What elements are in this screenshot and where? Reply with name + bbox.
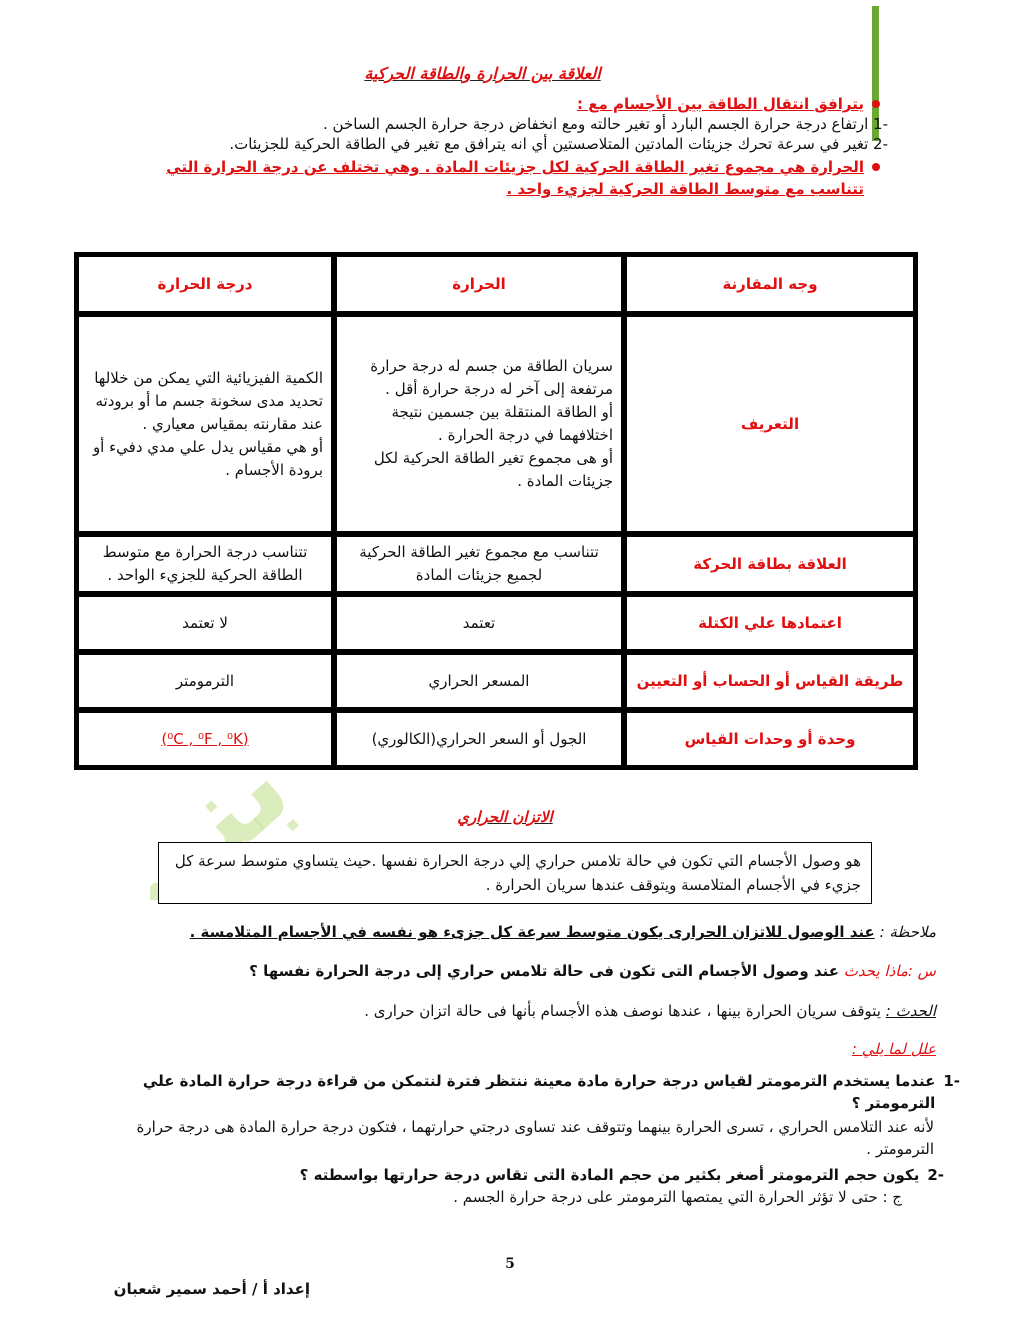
intro-section [120, 95, 888, 200]
temp-cell: تتناسب درجة الحرارة مع متوسط الطاقة الحركية للجزيء الواحد . [78, 536, 332, 592]
heat-definition: الحرارة هي مجموع تغير الطاقة الحركية لكل جزيئات المادة . وهي تختلف عن درجة الحرارة التي تتناسب مع متوسط الطاقة الحركية لجزيء واحد . [166, 158, 864, 198]
temp-cell: الترمومتر [78, 654, 332, 708]
comparison-table [74, 252, 918, 770]
explain-list [100, 1070, 960, 1208]
intro-lead: يترافق انتقال الطاقة بين الأجسام مع : [577, 95, 864, 113]
page-title: العلاقة بين الحرارة والطاقة الحركية [364, 64, 601, 83]
row-label: طريقة القياس أو الحساب أو التعيين [626, 654, 914, 708]
table-row [78, 536, 914, 592]
bullet-icon [872, 163, 880, 171]
intro-item [120, 135, 888, 153]
explain-answer: لأنه عند التلامس الحراري ، تسرى الحرارة بينهما وتتوقف عند تساوى درجتي حرارتهما ، فتكون درجة حرارة المادة هى درجة حرارة الترمومتر . [136, 1118, 934, 1158]
answer [150, 1002, 936, 1020]
equilibrium-title: الاتزان الحراري [457, 808, 553, 826]
row-label: اعتمادها علي الكتلة [626, 596, 914, 650]
row-label: العلاقة بطاقة الحركة [626, 536, 914, 592]
explain-title-text: علل لما يلي : [851, 1040, 936, 1058]
explain-item [100, 1070, 960, 1114]
explain-question: يكون حجم الترمومتر أصغر بكثير من حجم المادة التى تقاس درجة حرارتها بواسطته ؟ [299, 1166, 920, 1184]
table-row [78, 654, 914, 708]
explain-item [100, 1164, 944, 1186]
answer-label: الحدث : [885, 1002, 936, 1020]
explain-item-num: -1 [943, 1072, 960, 1090]
intro-item-num: -1 [873, 115, 888, 133]
temp-cell: (⁰C , ⁰F , ⁰K) [78, 712, 332, 766]
equilibrium-definition-box [158, 842, 872, 904]
equilibrium-definition: هو وصول الأجسام التي تكون في حالة تلامس حراري إلي درجة الحرارة نفسها .حيث يتساوي متوسط سرعة كل جزيء في الأجسام المتلامسة ويتوقف عندها سريان الحرارة . [174, 852, 861, 894]
explain-question: عندما يستخدم الترمومتر لقياس درجة حرارة مادة معينة ننتظر فترة لنتمكن من قراءة درجة حرارة المادة علي الترمومتر ؟ [142, 1072, 936, 1112]
cell-line: أو الطاقة المنتقلة بين جسمين نتيجة اختلافهما في درجة الحرارة . [391, 403, 613, 444]
cell-line: أو هى مجموع تغير الطاقة الحركية لكل جزيئات المادة . [373, 449, 613, 490]
intro-item-num: -2 [873, 135, 888, 153]
heat-cell: تتناسب مع مجموع تغير الطاقة الحركية لجميع جزيئات المادة [336, 536, 622, 592]
intro-item-text: تغير في سرعة تحرك جزيئات المادتين المتلاصستين أي انه يترافق مع تغير في الطاقة الحركية للجزيئات. [229, 135, 869, 153]
bullet-icon [872, 100, 880, 108]
table-row [78, 712, 914, 766]
heat-cell: تعتمد [336, 596, 622, 650]
explain-title [800, 1040, 936, 1058]
temp-cell: لا تعتمد [78, 596, 332, 650]
table-row [78, 316, 914, 532]
table-header-row [78, 256, 914, 312]
row-label: وحدة أو وحدات القياس [626, 712, 914, 766]
note-text: عند الوصول للاتزان الحرارى يكون متوسط سرعة كل جزىء هو نفسه في الأجسام المتلامسة . [189, 923, 875, 941]
header-cell: درجة الحرارة [78, 256, 332, 312]
note [150, 923, 936, 941]
question [150, 962, 936, 980]
explain-answer: ج : حتى لا تؤثر الحرارة التي يمتصها الترمومتر على درجة حرارة الجسم . [453, 1188, 902, 1206]
header-cell: وجه المقارنة [626, 256, 914, 312]
row-label: التعريف [626, 316, 914, 532]
note-label: ملاحظة : [879, 923, 936, 941]
explain-item-num: -2 [927, 1166, 944, 1184]
cell-line: أو هي مقياس يدل علي مدي دفيء أو برودة الأجسام . [92, 437, 323, 479]
intro-item-text: ارتفاع درجة حرارة الجسم البارد أو تغير حالته ومع انخفاض درجة حرارة الجسم الساخن . [323, 115, 869, 133]
table-row [78, 596, 914, 650]
cell-line: سريان الطاقة من جسم له درجة حرارة مرتفعة إلى آخر له درجة حرارة أقل . [370, 357, 613, 398]
header-cell: الحرارة [336, 256, 622, 312]
author-credit: إعداد أ / أحمد سمير شعبان [113, 1280, 310, 1298]
question-label: س :ماذا يحدث [843, 962, 936, 980]
question-text: عند وصول الأجسام التى تكون فى حالة تلامس حراري إلى درجة الحرارة نفسها ؟ [249, 962, 839, 980]
answer-text: يتوقف سريان الحرارة بينها ، عندها نوصف هذه الأجسام بأنها فى حالة اتزان حرارى . [364, 1002, 881, 1020]
cell-line: الكمية الفيزيائية التي يمكن من خلالها تحديد مدى سخونة جسم ما أو برودته عند مقارنته بمقياس معياري . [94, 368, 323, 433]
watermark-text: بنين [150, 717, 316, 900]
heat-cell [336, 316, 622, 532]
temp-cell [78, 316, 332, 532]
heat-cell: الجول أو السعر الحراري(الكالوري) [336, 712, 622, 766]
heat-cell: المسعر الحراري [336, 654, 622, 708]
page-number: 5 [505, 1256, 515, 1272]
intro-item [120, 115, 888, 133]
